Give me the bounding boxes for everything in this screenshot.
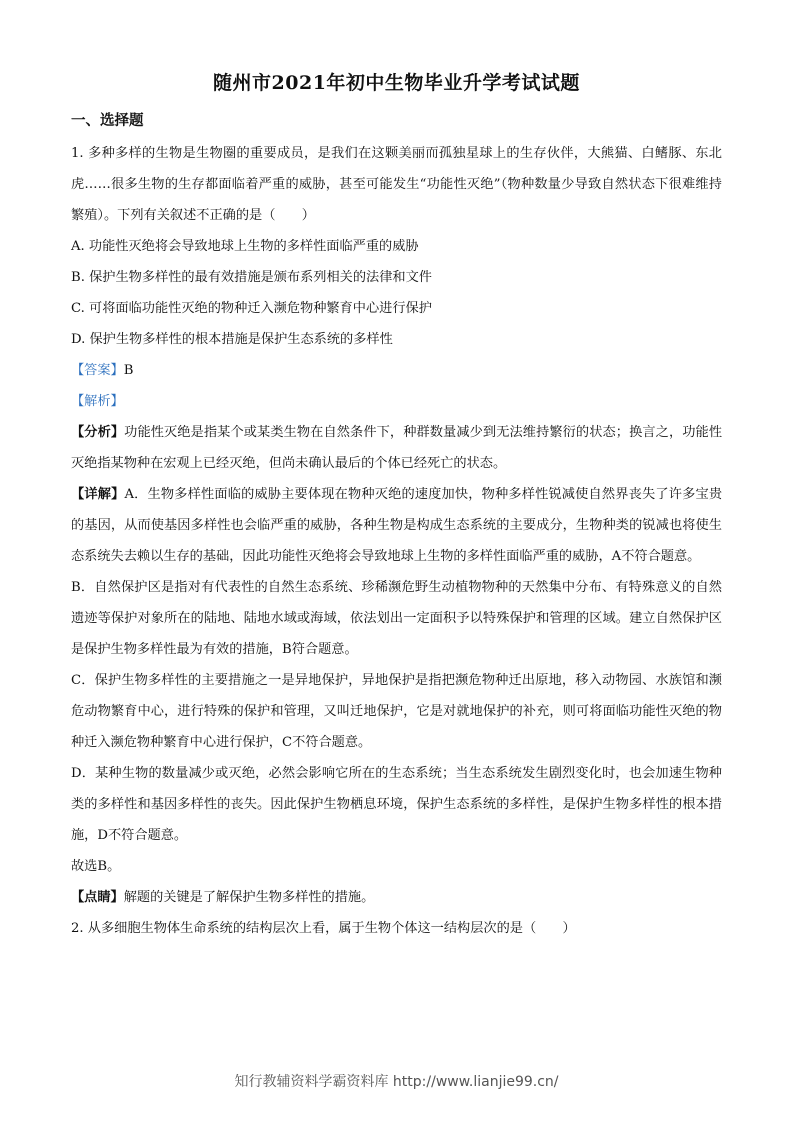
option-a: A. 功能性灭绝将会导致地球上生物的多样性面临严重的威胁 xyxy=(71,239,419,254)
xiangjie-a-paragraph xyxy=(71,479,722,572)
fenxi-paragraph xyxy=(71,417,722,479)
analysis-line xyxy=(71,386,722,417)
footer-watermark: 知行教辅资料学霸资料库 http://www.lianjie99.cn/ xyxy=(234,1074,559,1090)
section-heading: 一、选择题 xyxy=(71,112,144,129)
answer-line xyxy=(71,355,722,386)
page-title: 随州市2021年初中生物毕业升学考试试题 xyxy=(213,72,580,94)
xiangjie-b-paragraph: B．自然保护区是指对有代表性的自然生态系统、珍稀濒危野生动植物物种的天然集中分布、有特殊意义的自然遗迹等保护对象所在的陆地、陆地水域或海域，依法划出一定面积予以特殊保护和管理的区域。建立自然保护区是保护生物多样性最为有效的措施，B符合题意。 xyxy=(71,580,722,657)
dianjing-paragraph xyxy=(71,882,722,913)
xiangjie-a-text: A．生物多样性面临的威胁主要体现在物种灭绝的速度加快，物种多样性锐减使自然界丧失了许多宝贵的基因，从而使基因多样性也会临严重的威胁，各种生物是构成生态系统的主要成分，生物种类的锐减也将使生态系统失去赖以生存的基础，因此功能性灭绝将会导致地球上生物的多样性面临严重的威胁，A不符合题意。 xyxy=(71,487,723,564)
conclusion: 故选B。 xyxy=(71,859,121,874)
xiangjie-c-paragraph: C．保护生物多样性的主要措施之一是异地保护，异地保护是指把濒危物种迁出原地，移入动物园、水族馆和濒危动物繁育中心，进行特殊的保护和管理，又叫迁地保护，它是对就地保护的补充，则可将面临功能性灭绝的物种迁入濒危物种繁育中心进行保护，C不符合题意。 xyxy=(71,673,722,750)
option-c: C. 可将面临功能性灭绝的物种迁入濒危物种繁育中心进行保护 xyxy=(71,301,432,316)
answer-tag: 【答案】 xyxy=(71,363,124,378)
option-b: B. 保护生物多样性的最有效措施是颁布系列相关的法律和文件 xyxy=(71,270,432,285)
dianjing-text: 解题的关键是了解保护生物多样性的措施。 xyxy=(123,890,375,905)
analysis-tag: 【解析】 xyxy=(71,394,124,409)
dianjing-tag: 【点睛】 xyxy=(71,890,124,905)
question-2-stem: 2. 从多细胞生物体生命系统的结构层次上看，属于生物个体这一结构层次的是（ ） xyxy=(71,921,576,936)
xiangjie-d-paragraph: D．某种生物的数量减少或灭绝，必然会影响它所在的生态系统；当生态系统发生剧烈变化时，也会加速生物种类的多样性和基因多样性的丧失。因此保护生物栖息环境，保护生态系统的多样性，是保护生物多样性的根本措施，D不符合题意。 xyxy=(71,766,722,843)
answer-value: B xyxy=(123,363,134,378)
option-d: D. 保护生物多样性的根本措施是保护生态系统的多样性 xyxy=(71,332,393,347)
question-1-stem: 1. 多种多样的生物是生物圈的重要成员，是我们在这颗美丽而孤独星球上的生存伙伴，大熊猫、白鳍豚、东北虎……很多生物的生存都面临着严重的威胁，甚至可能发生“功能性灭绝”（物种数量少导致自然状态下很难维持繁殖）。下列有关叙述不正确的是（ ） xyxy=(71,146,722,223)
fenxi-tag: 【分析】 xyxy=(71,425,125,440)
fenxi-text: 功能性灭绝是指某个或某类生物在自然条件下，种群数量减少到无法维持繁衍的状态；换言之，功能性灭绝指某物种在宏观上已经灭绝，但尚未确认最后的个体已经死亡的状态。 xyxy=(71,425,723,471)
xiangjie-tag: 【详解】 xyxy=(71,487,125,502)
